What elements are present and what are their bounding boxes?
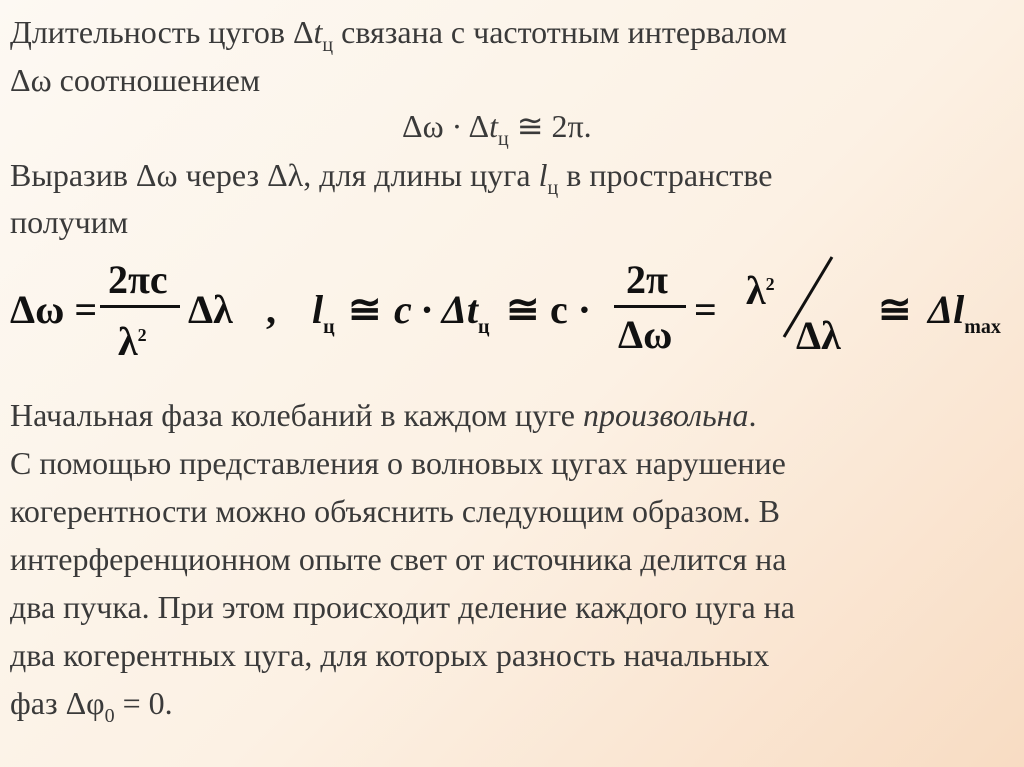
equals-sign: = [694,287,717,332]
text-segment: в пространстве [558,157,773,193]
coherence-length [312,288,335,349]
equation-relation [402,106,592,159]
text-segment: фаз Δφ [10,685,105,721]
variable-l: l [538,157,548,193]
text-segment: получим [10,204,129,240]
fraction-2-denominator: Δω [618,312,673,357]
subscript: max [964,316,1001,338]
subscript: ц [547,177,559,199]
lambda-symbol: λ [746,268,766,313]
approx-sign-2: ≅ [506,287,540,332]
approx-sign-1: ≅ [348,287,382,332]
variable-l: l [312,287,324,332]
fraction-2-bar [614,305,686,308]
subscript: ц [477,316,490,338]
expression: Δl [928,287,965,332]
subscript: ц [322,34,334,56]
body-line: два пучка. При этом происходит деление каждого цуга на [10,589,795,625]
superscript: 2 [765,274,775,294]
body-line: С помощью представления о волновых цугах нарушение [10,445,786,481]
c-times-dt [394,288,489,349]
eq-segment: Δω · Δ [402,108,490,144]
fraction-2-numerator: 2π [626,257,668,302]
body-line: два когерентных цуга, для которых разность начальных [10,637,770,673]
text-line-2 [10,60,260,100]
formula-lhs: Δω = [10,287,98,332]
text-segment: Выразив Δω через Δλ, для длины цуга [10,157,539,193]
text-line-4 [10,202,128,242]
text-segment: Δω соотношением [10,62,261,98]
c-dot: c · [550,287,592,332]
lambda-symbol: λ [118,319,138,364]
comma: , [266,287,276,332]
body-line: интерференционном опыте свет от источника делится на [10,541,787,577]
delta-lambda: Δλ [188,287,233,332]
italic-word: произвольна [582,397,749,433]
fraction-1-denominator [118,313,147,364]
text-segment: . [748,397,757,433]
lambda-squared [746,262,775,313]
expression: c · Δt [394,287,478,332]
text-line-1 [10,12,787,65]
variable-t: t [313,14,323,50]
text-line-5 [10,395,757,435]
superscript: 2 [137,325,147,345]
text-segment: Длительность цугов Δ [10,14,314,50]
delta-lambda-2: Δλ [796,313,841,358]
fraction-1-numerator: 2πc [108,257,168,302]
body-line: когерентности можно объяснить следующим образом. В [10,493,780,529]
text-segment: Начальная фаза колебаний в каждом цуге [10,397,583,433]
variable-t: t [489,108,498,144]
subscript: 0 [104,705,115,727]
subscript: ц [498,128,509,150]
text-segment: = 0. [114,685,173,721]
delta-l-max [928,288,1001,349]
text-segment: связана с частотным интервалом [333,14,787,50]
text-line-3 [10,155,772,208]
eq-segment: ≅ 2π. [508,108,592,144]
text-line-last [10,683,173,736]
fraction-1-bar [100,305,180,308]
subscript: ц [323,316,335,338]
approx-sign-3: ≅ [878,287,912,332]
